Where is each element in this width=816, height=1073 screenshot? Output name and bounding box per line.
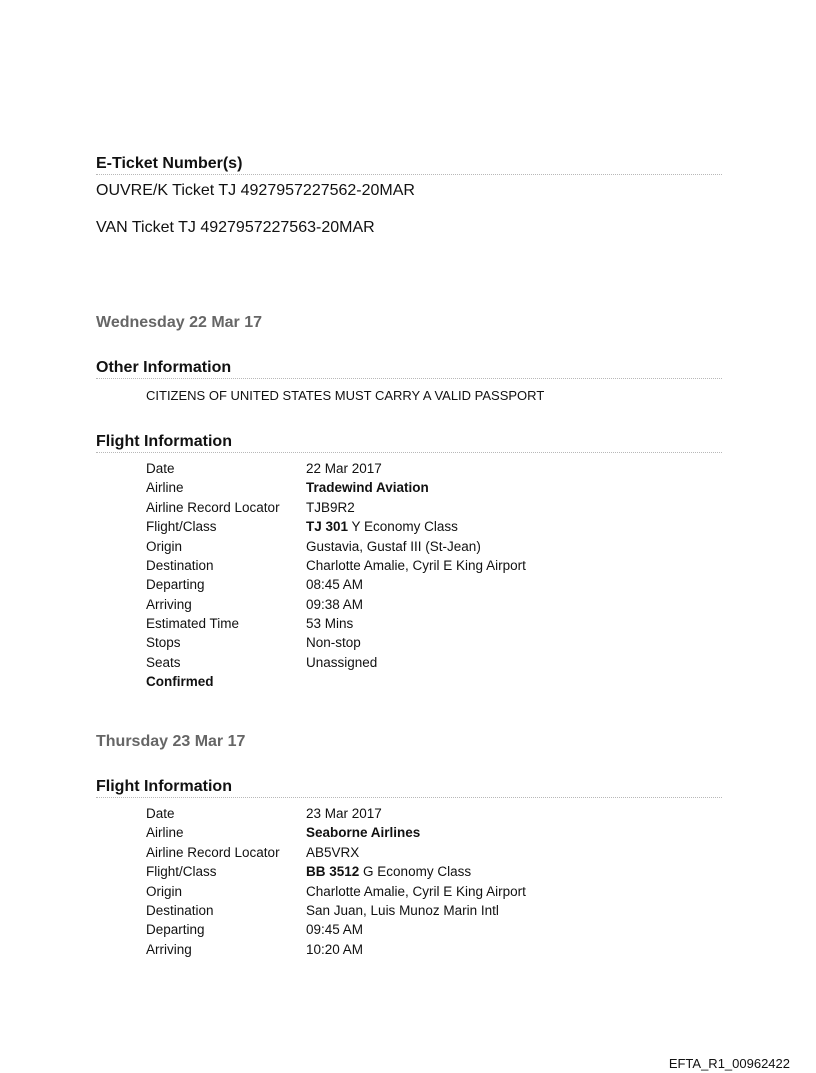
row-value: 09:45 AM	[306, 922, 364, 937]
row-value: TJB9R2	[306, 500, 355, 515]
other-info-heading: Other Information	[96, 359, 722, 379]
row-label: Origin	[146, 539, 183, 554]
row-value	[306, 864, 471, 880]
document-id: EFTA_R1_00962422	[668, 1056, 790, 1071]
ticket-line: OUVRE/K Ticket TJ 4927957227562-20MAR	[96, 182, 415, 199]
row-value: Charlotte Amalie, Cyril E King Airport	[306, 884, 526, 899]
row-label: Airline Record Locator	[146, 845, 280, 860]
row-label: Departing	[146, 577, 205, 592]
day-heading: Wednesday 22 Mar 17	[96, 314, 263, 331]
row-label: Airline	[146, 825, 184, 840]
row-value: San Juan, Luis Munoz Marin Intl	[306, 903, 499, 918]
row-value: Tradewind Aviation	[306, 480, 429, 495]
row-label: Date	[146, 806, 175, 821]
flight-info-heading: Flight Information	[96, 778, 722, 798]
day-heading: Thursday 23 Mar 17	[96, 733, 246, 750]
row-value: Gustavia, Gustaf III (St-Jean)	[306, 539, 481, 554]
flight-number: BB 3512	[306, 864, 360, 879]
row-value: Charlotte Amalie, Cyril E King Airport	[306, 558, 526, 573]
row-label: Airline	[146, 480, 184, 495]
ticket-line: VAN Ticket TJ 4927957227563-20MAR	[96, 219, 375, 236]
other-info-text: CITIZENS OF UNITED STATES MUST CARRY A VALID PASSPORT	[146, 388, 545, 403]
row-label: Stops	[146, 635, 181, 650]
row-label: Flight/Class	[146, 864, 217, 879]
row-value: Unassigned	[306, 655, 378, 670]
flight-number: TJ 301	[306, 519, 349, 534]
row-value: Non-stop	[306, 635, 361, 650]
row-value: AB5VRX	[306, 845, 360, 860]
booking-status: Confirmed	[146, 674, 214, 689]
row-value: 09:38 AM	[306, 597, 364, 612]
row-label: Origin	[146, 884, 183, 899]
row-label: Seats	[146, 655, 181, 670]
row-label: Arriving	[146, 597, 192, 612]
row-label: Airline Record Locator	[146, 500, 280, 515]
eticket-heading: E-Ticket Number(s)	[96, 155, 722, 175]
row-label: Flight/Class	[146, 519, 217, 534]
row-value	[306, 519, 458, 535]
row-label: Departing	[146, 922, 205, 937]
row-label: Destination	[146, 558, 214, 573]
row-label: Destination	[146, 903, 214, 918]
flight-info-heading: Flight Information	[96, 433, 722, 453]
row-label: Date	[146, 461, 175, 476]
row-label: Arriving	[146, 942, 192, 957]
row-value: 23 Mar 2017	[306, 806, 382, 821]
flight-class: G Economy Class	[359, 864, 472, 879]
row-value: Seaborne Airlines	[306, 825, 421, 840]
row-value: 53 Mins	[306, 616, 354, 631]
flight-class: Y Economy Class	[348, 519, 458, 534]
row-label: Estimated Time	[146, 616, 240, 631]
row-value: 08:45 AM	[306, 577, 364, 592]
row-value: 22 Mar 2017	[306, 461, 382, 476]
row-value: 10:20 AM	[306, 942, 364, 957]
